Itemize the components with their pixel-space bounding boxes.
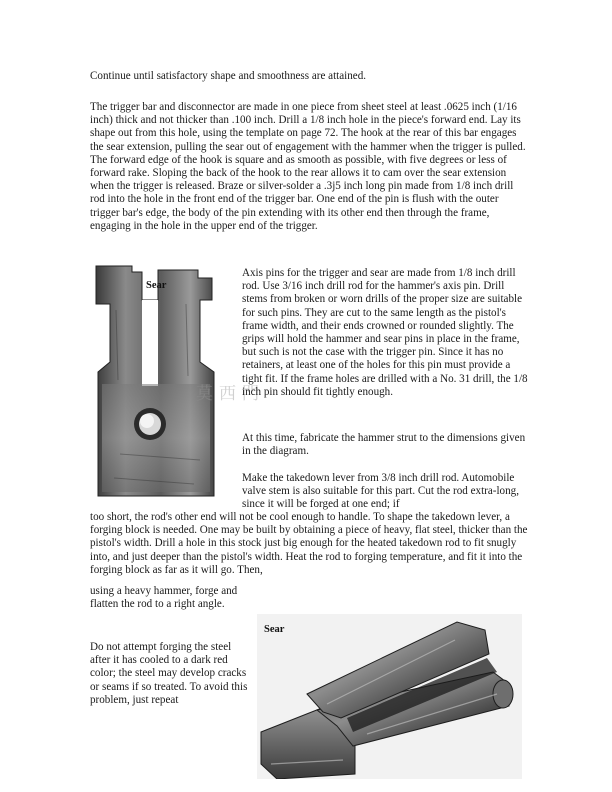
paragraph-takedown-lever-continued: too short, the rod's other end will not be cool enough to handle. To shape the takedown lever, a forging block is needed. One may be built by obtaining a piece of heavy, flat steel, thicker than the pistol's width. Drill a hole in this stock just big enough for the heated takedown rod to fit snugly into, and just deeper than the pistol's width. Heat the rod to forging temperature, and fit it into the forging block as far as it will go. Then,	[90, 511, 528, 576]
watermark: 莫西門	[196, 384, 265, 404]
sear-photo-angled	[257, 614, 522, 779]
photo-caption: Sear	[264, 624, 285, 635]
paragraph-hammer-strut: At this time, fabricate the hammer strut to the dimensions given in the diagram.	[242, 432, 526, 458]
paragraph-takedown-lever: Make the takedown lever from 3/8 inch drill rod. Automobile valve stem is also suitable for this part. Cut the rod extra-long, since it will be forged at one end; if	[242, 472, 519, 511]
paragraph-trigger-bar: The trigger bar and disconnector are made in one piece from sheet steel at least .0625 inch (1/16 inch) thick and not thicker than .100 inch. Drill a 1/8 inch hole in the piece's forward end. Lay its shape out from this hole, using the template on page 72. The hook at the rear of this bar engages the sear extension, pulling the sear out of engagement with the hammer when the trigger is pulled. The forward edge of the hook is square and as smooth as possible, with five degrees or less of forward rake. Sloping the back of the hook to the rear allows it to cam over the sear extension when the trigger is released. Braze or silver-solder a .3j5 inch long pin made from 1/8 inch drill rod into the hole in the front end of the trigger bar. One end of the pin is flush with the outer trigger bar's edge, the body of the pin extending with its other end then through the frame, engaging in the hole in the upper end of the trigger.	[90, 101, 526, 232]
photo-caption: Sear	[146, 280, 167, 291]
paragraph-intro: Continue until satisfactory shape and smoothness are attained.	[90, 70, 367, 82]
paragraph-forging-warning: Do not attempt forging the steel after it has cooled to a dark red color; the steel may develop cracks or seams if so treated. To avoid this problem, just repeat	[90, 641, 248, 706]
paragraph-axis-pins: Axis pins for the trigger and sear are made from 1/8 inch drill rod. Use 3/16 inch drill rod for the hammer's axis pin. Drill stems from broken or worn drills of the proper size are suitable for such pins. They are cut to the same length as the pistol's frame width, and their ends crowned or rounded slightly. The grips will hold the hammer and sear pins in place in the frame, but such is not the case with the trigger pin. Since it has no retainers, at least one of the holes for this pin must provide a tight fit. If the frame holes are drilled with a No. 31 drill, the 1/8 inch pin should fit tightly enough.	[242, 267, 528, 398]
paragraph-takedown-lever-end: using a heavy hammer, forge and flatten the rod to a right angle.	[90, 585, 238, 611]
